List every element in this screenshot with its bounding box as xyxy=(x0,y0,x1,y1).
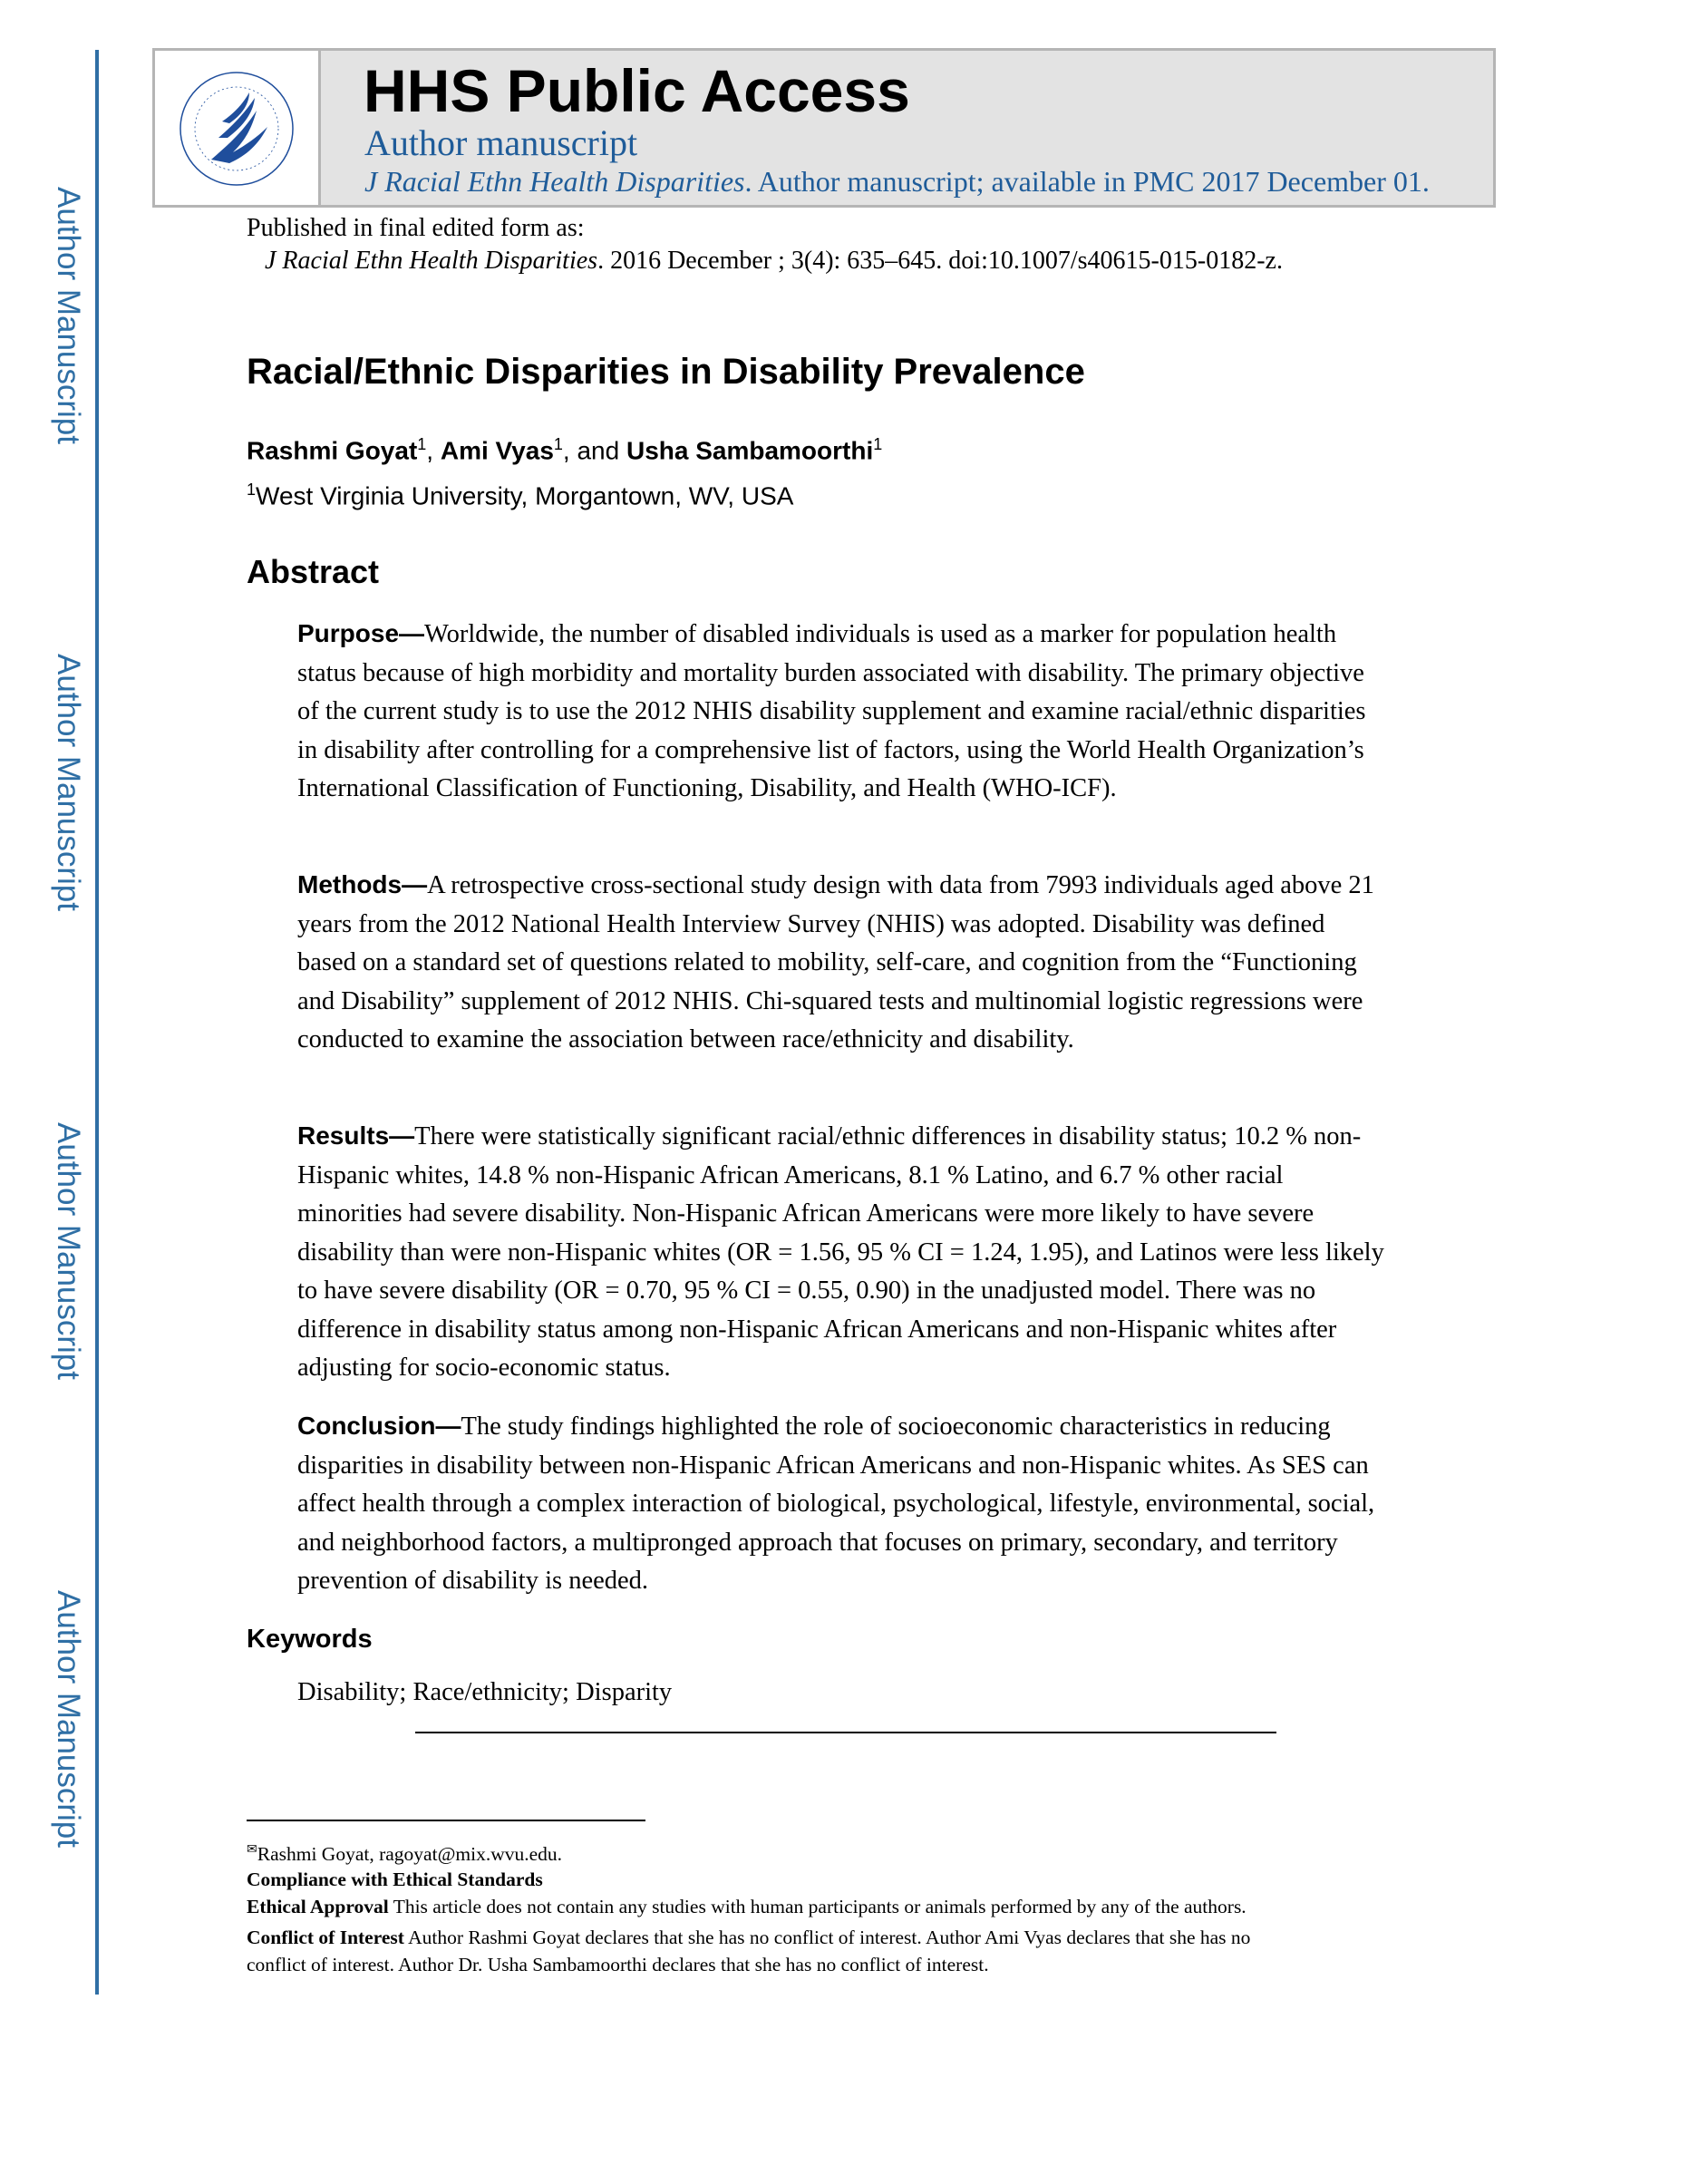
header-banner xyxy=(152,48,1496,208)
section-label: Methods— xyxy=(297,870,428,898)
ethical-approval: Ethical Approval This article does not contain any studies with human participants or animals performed by any of the authors. xyxy=(247,1896,1247,1917)
abstract-heading: Abstract xyxy=(247,553,380,590)
published-citation: J Racial Ethn Health Disparities. 2016 December ; 3(4): 635–645. doi:10.1007/s40615-015-0182-z. xyxy=(265,247,1283,275)
hhs-logo xyxy=(155,51,321,205)
corresponding-author: ✉Rashmi Goyat, ragoyat@mix.wvu.edu. xyxy=(247,1843,563,1866)
author-list: Rashmi Goyat$^1$, Ami Vyas$^1$, and Usha Sambamoorthi$^1$ xyxy=(247,435,883,465)
author-name: Ami Vyas xyxy=(440,436,554,465)
divider xyxy=(415,1732,1276,1733)
compliance-heading: Compliance with Ethical Standards xyxy=(247,1869,543,1890)
header-title: HHS Public Access xyxy=(364,57,910,124)
header-subtitle: Author manuscript xyxy=(364,122,638,163)
abstract-purpose: Purpose—Worldwide, the number of disabled individuals is used as a marker for population health status because of high morbidity and mortality burden associated with disability. The primary objective of the current study is to use the 2012 NHIS disability supplement and examine racial/ethnic disparities in disability after controlling for a comprehensive list of factors, using the World Health Organization’s International Classification of Functioning, Disability, and Health (WHO-ICF). xyxy=(297,619,1366,802)
hhs-eagle-seal-icon xyxy=(155,51,318,205)
section-label: Conclusion— xyxy=(297,1412,461,1440)
sidebar-rule xyxy=(95,50,99,1995)
keywords-heading: Keywords xyxy=(247,1625,373,1654)
author-name: Usha Sambamoorthi xyxy=(626,436,874,465)
footnote-divider xyxy=(247,1820,645,1821)
author-name: Rashmi Goyat xyxy=(247,436,418,465)
affiliation: $^1$West Virginia University, Morgantown, WV, USA xyxy=(247,480,794,510)
keywords-list: Disability; Race/ethnicity; Disparity xyxy=(297,1678,673,1706)
section-label: Results— xyxy=(297,1121,415,1150)
abstract-conclusion: Conclusion—The study findings highlighted the role of socioeconomic characteristics in reducing disparities in disability between non-Hispanic African Americans and non-Hispanic whites. As SES can affect health through a complex interaction of biological, psychological, lifestyle, environmental, social, and neighborhood factors, a multipronged approach that focuses on primary, secondary, and territory prevention of disability is needed. xyxy=(297,1412,1375,1595)
abstract-results: Results—There were statistically significant racial/ethnic differences in disability status; 10.2 % non-Hispanic whites, 14.8 % non-Hispanic African Americans, 8.1 % Latino, and 6.7 % other racial minorities had severe disability. Non-Hispanic African Americans were more likely to have severe disability than were non-Hispanic whites (OR = 1.56, 95 % CI = 1.24, 1.95), and Latinos were less likely to have severe disability (OR = 0.70, 95 % CI = 0.55, 0.90) in the unadjusted model. There was no difference in disability status among non-Hispanic African Americans and non-Hispanic whites after adjusting for socio-economic status. xyxy=(297,1121,1384,1382)
article-title: Racial/Ethnic Disparities in Disability Prevalence xyxy=(247,352,1085,392)
conflict-of-interest-cont: conflict of interest. Author Dr. Usha Sambamoorthi declares that she has no conflict of interest. xyxy=(247,1954,989,1975)
header-citation: J Racial Ethn Health Disparities. Author manuscript; available in PMC 2017 December 01. xyxy=(364,165,1430,198)
conflict-of-interest: Conflict of Interest Author Rashmi Goyat declares that she has no conflict of interest. Author Ami Vyas declares that she has no xyxy=(247,1927,1251,1948)
abstract-methods: Methods—A retrospective cross-sectional study design with data from 7993 individuals aged above 21 years from the 2012 National Health Interview Survey (NHIS) was adopted. Disability was defined based on a standard set of questions related to mobility, self-care, and cognition from the “Functioning and Disability” supplement of 2012 NHIS. Chi-squared tests and multinomial logistic regressions were conducted to examine the association between race/ethnicity and disability. xyxy=(297,870,1374,1053)
section-label: Purpose— xyxy=(297,619,425,647)
published-label: Published in final edited form as: xyxy=(247,214,585,242)
